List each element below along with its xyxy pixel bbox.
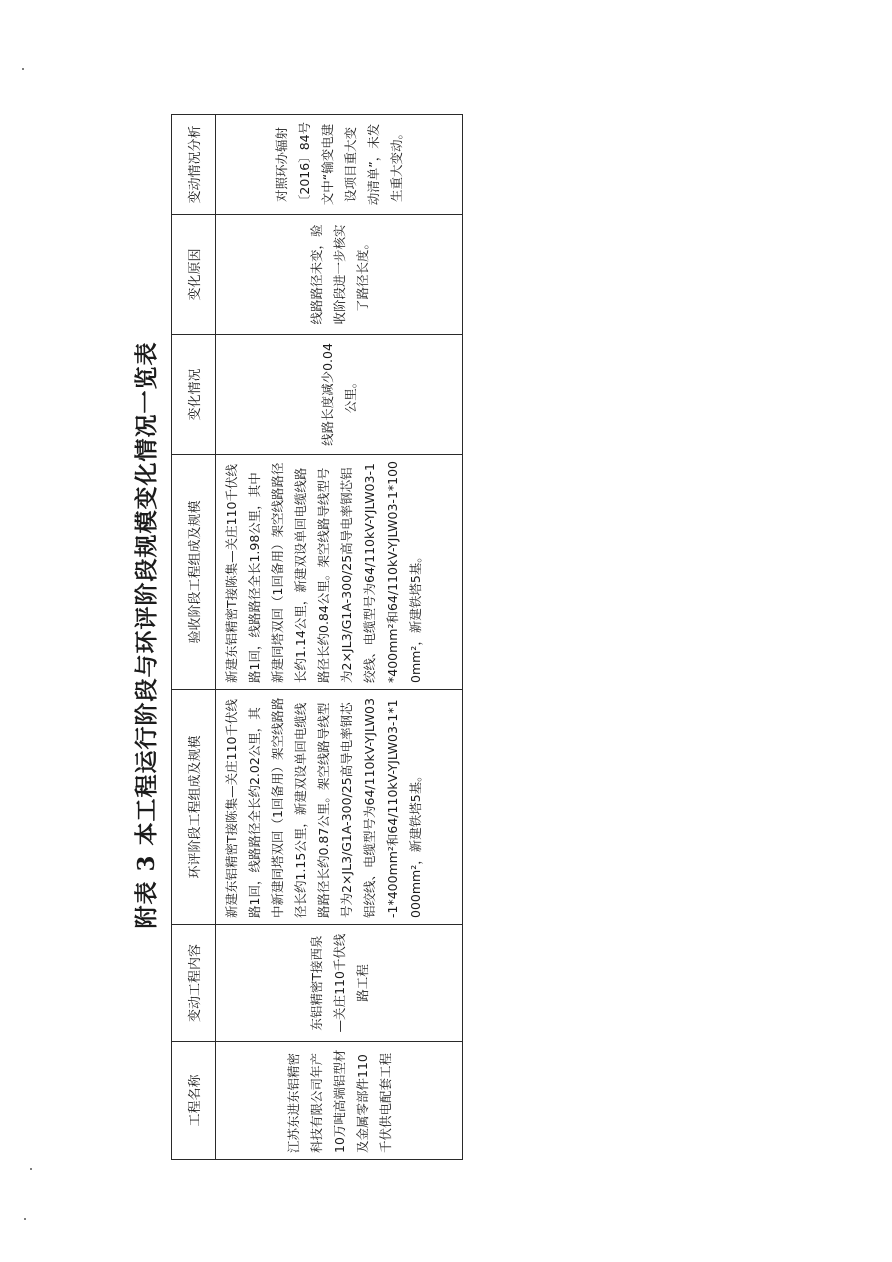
cell-change: 线路长度减少0.04公里。 xyxy=(216,335,463,455)
header-project-name: 工程名称 xyxy=(172,1042,216,1160)
cell-reason: 线路路径未变，验收阶段进一步核实了路径长度。 xyxy=(216,215,463,335)
table-title: 附表 3 本工程运行阶段与环评阶段规模变化情况一览表 xyxy=(133,341,160,929)
table-row xyxy=(216,115,463,1160)
scale-change-table xyxy=(171,114,463,1160)
rotated-scanned-sheet xyxy=(125,110,465,1160)
header-reason: 变化原因 xyxy=(172,215,216,335)
cell-changed-content: 东铝精密T接西泉—关庄110千伏线路工程 xyxy=(216,925,463,1042)
cell-project-name: 江苏东进东铝精密科技有限公司年产10万吨高端铝型材及金属零部件110千伏供电配套工程 xyxy=(216,1042,463,1160)
scan-speck xyxy=(22,68,24,70)
cell-eia-scale: 新建东铝精密T接陈集—关庄110千伏线路1回，线路路径全长约2.02公里，其中新建同塔双回（1回备用）架空线路路径长约1.15公里，新建双设单回电缆线路路径长约0.87公里。架空线路导线型号为2×JL3/G1A-300/25高导电率钢芯铝绞线、电缆型号为64/110kV-YJLW03-1*400mm²和64/110kV-YJLW03-1*1000mm²，新建铁塔5基。 xyxy=(216,690,463,925)
header-eia-scale: 环评阶段工程组成及规模 xyxy=(172,690,216,925)
cell-analysis: 对照环办辐射〔2016〕84号文中“输变电建设项目重大变动清单”，未发生重大变动。 xyxy=(216,115,463,215)
header-changed-content: 变动工程内容 xyxy=(172,925,216,1042)
header-acceptance-scale: 验收阶段工程组成及规模 xyxy=(172,455,216,690)
header-change: 变化情况 xyxy=(172,335,216,455)
scan-speck xyxy=(24,1218,26,1220)
table-header-row xyxy=(172,115,216,1160)
scan-speck xyxy=(30,1168,32,1170)
header-analysis: 变动情况分析 xyxy=(172,115,216,215)
cell-acceptance-scale: 新建东铝精密T接陈集—关庄110千伏线路1回，线路路径全长1.98公里，其中新建同塔双回（1回备用）架空线路路径长约1.14公里，新建双设单回电缆线路路径长约0.84公里。架空线路导线型号为2×JL3/G1A-300/25高导电率钢芯铝绞线、电缆型号为64/110kV-YJLW03-1*400mm²和64/110kV-YJLW03-1*1000mm²，新建铁塔5基。 xyxy=(216,455,463,690)
